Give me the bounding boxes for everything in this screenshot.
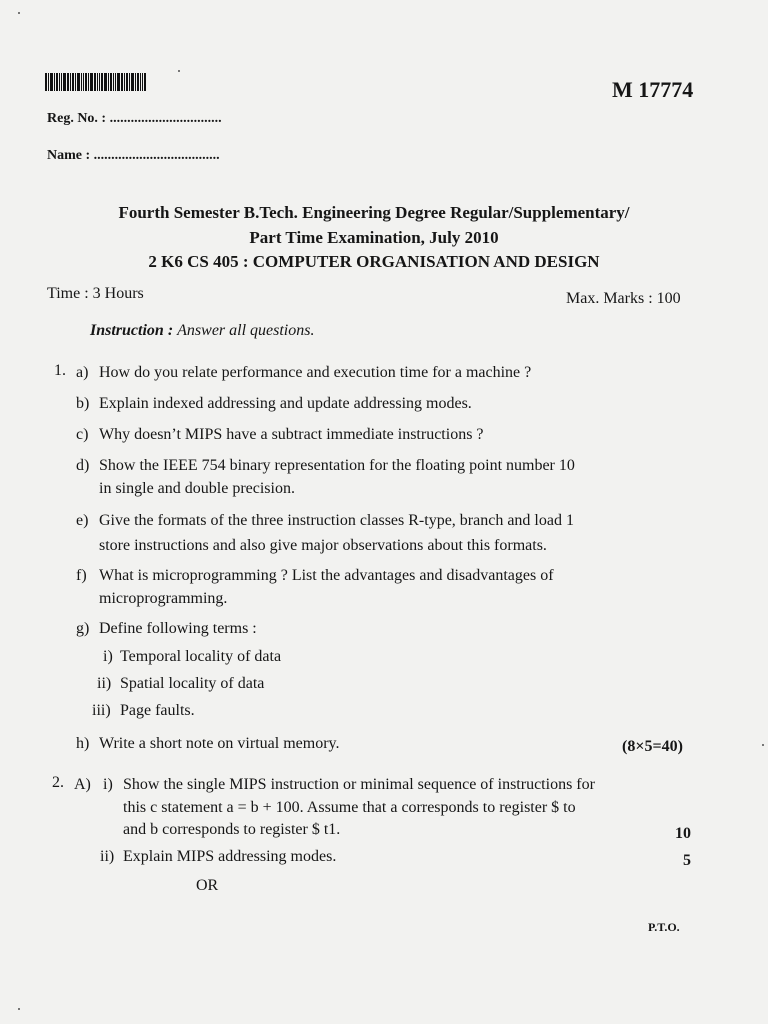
q1-g-i-label: i) xyxy=(103,648,113,665)
q1-b-label: b) xyxy=(76,395,90,412)
q1-e-text-line2: store instructions and also give major observations about this formats. xyxy=(99,537,547,554)
q2-A-ii-marks: 5 xyxy=(683,852,691,869)
scan-speck xyxy=(18,12,20,14)
q1-a-text: How do you relate performance and execution time for a machine ? xyxy=(99,364,532,381)
name-field: Name : .................................... xyxy=(47,148,220,163)
instruction-label: Instruction : xyxy=(90,322,174,339)
q1-d-label: d) xyxy=(76,457,90,474)
q1-g-iii-label: iii) xyxy=(92,702,111,719)
q2-A-ii-label: ii) xyxy=(100,848,115,865)
barcode-icon xyxy=(45,73,163,91)
q1-b-text: Explain indexed addressing and update addressing modes. xyxy=(99,395,472,412)
q1-e-label: e) xyxy=(76,512,89,529)
exam-title-line1: Fourth Semester B.Tech. Engineering Degree Regular/Supplementary/ xyxy=(118,203,630,222)
q1-g-text: Define following terms : xyxy=(99,620,257,637)
q1-marks: (8×5=40) xyxy=(622,738,683,755)
q1-g-ii-text: Spatial locality of data xyxy=(120,675,265,692)
exam-title-line2: Part Time Examination, July 2010 xyxy=(249,228,499,247)
q1-g-label: g) xyxy=(76,620,90,637)
reg-no-field: Reg. No. : ................................ xyxy=(47,111,222,126)
q1-g-i-text: Temporal locality of data xyxy=(120,648,282,665)
q1-c-text: Why doesn’t MIPS have a subtract immediate instructions ? xyxy=(99,426,484,443)
q2-A-ii-text: Explain MIPS addressing modes. xyxy=(123,848,337,865)
question-2-number: 2. xyxy=(52,774,64,791)
q1-h-label: h) xyxy=(76,735,90,752)
paper-code: M 17774 xyxy=(612,77,694,102)
scan-speck xyxy=(18,1008,20,1010)
q1-f-label: f) xyxy=(76,567,87,584)
q2-A-i-label: i) xyxy=(103,776,113,793)
instruction xyxy=(90,322,314,340)
pto-note: P.T.O. xyxy=(648,920,680,934)
max-marks: Max. Marks : 100 xyxy=(566,290,681,307)
q1-f-text-line1: What is microprogramming ? List the advantages and disadvantages of xyxy=(99,567,554,584)
q1-d-text-line2: in single and double precision. xyxy=(99,480,295,497)
q2-A-i-text-line2: this c statement a = b + 100. Assume that a corresponds to register $ to xyxy=(123,799,576,816)
q2-A-label: A) xyxy=(74,776,91,793)
q1-f-text-line2: microprogramming. xyxy=(99,590,228,607)
q1-h-text: Write a short note on virtual memory. xyxy=(99,735,340,752)
q1-g-iii-text: Page faults. xyxy=(120,702,195,719)
q1-e-text-line1: Give the formats of the three instruction classes R-type, branch and load 1 xyxy=(99,512,574,529)
scan-speck xyxy=(762,744,764,746)
or-separator: OR xyxy=(196,877,219,894)
course-title: 2 K6 CS 405 : COMPUTER ORGANISATION AND DESIGN xyxy=(148,252,600,271)
scan-speck xyxy=(178,70,180,72)
time-allowed: Time : 3 Hours xyxy=(47,285,144,302)
instruction-text: Answer all questions. xyxy=(177,322,315,339)
q1-c-label: c) xyxy=(76,426,89,443)
q1-a-label: a) xyxy=(76,364,89,381)
q2-A-i-marks: 10 xyxy=(675,825,691,842)
q2-A-i-text-line3: and b corresponds to register $ t1. xyxy=(123,821,341,838)
q2-A-i-text-line1: Show the single MIPS instruction or minimal sequence of instructions for xyxy=(123,776,595,793)
q1-d-text-line1: Show the IEEE 754 binary representation for the floating point number 10 xyxy=(99,457,575,474)
question-1-number: 1. xyxy=(54,362,66,379)
q1-g-ii-label: ii) xyxy=(97,675,112,692)
